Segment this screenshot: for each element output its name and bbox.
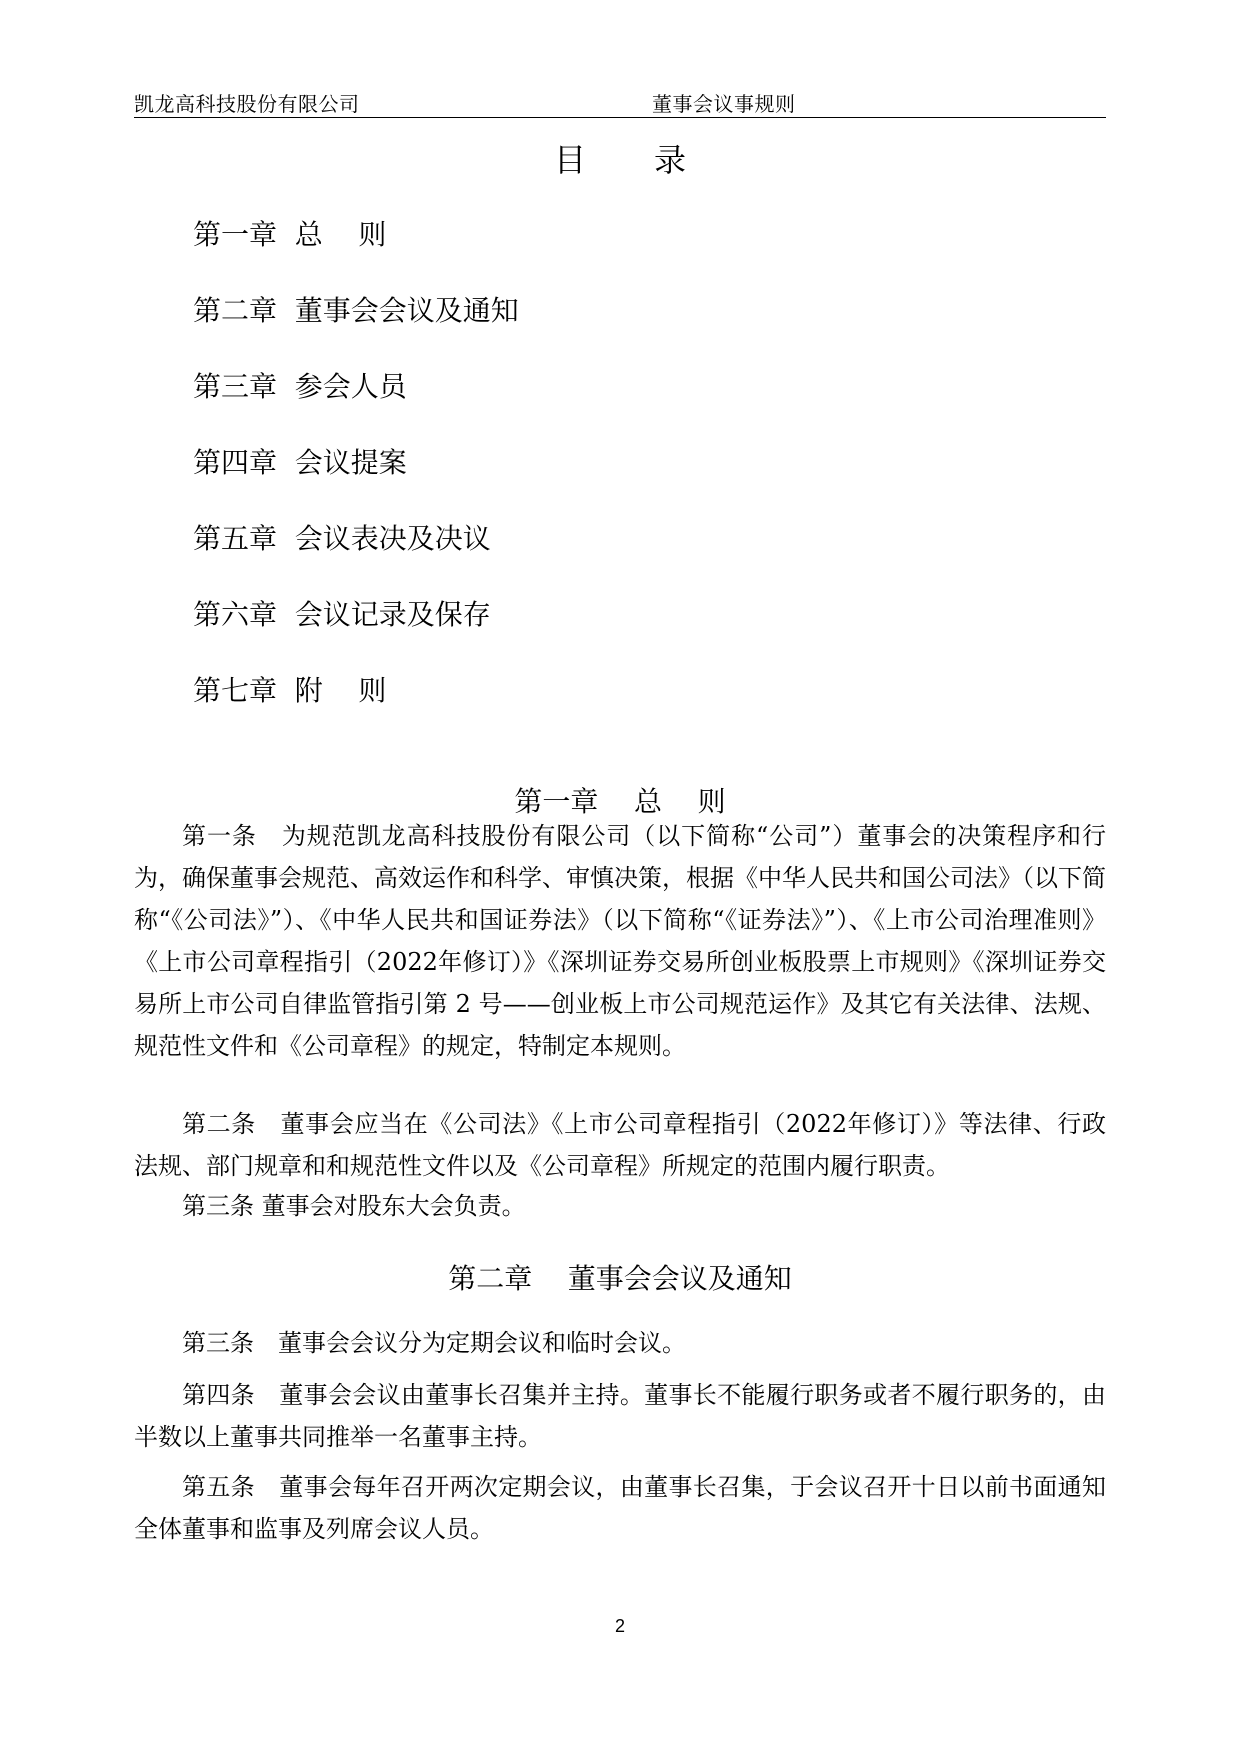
toc-item-chapter-4: 第四章 会议提案 <box>193 446 407 479</box>
toc-item-chapter-5: 第五章 会议表决及决议 <box>193 522 491 555</box>
toc-title-right: 录 <box>654 141 687 179</box>
toc-item-chapter-2: 第二章 董事会会议及通知 <box>193 294 519 327</box>
chapter-1-heading: 第一章 总 则 <box>514 785 726 818</box>
toc-item-chapter-1: 第一章 总 则 <box>193 218 387 251</box>
article-5: 第五条 董事会每年召开两次定期会议，由董事长召集，于会议召开十日以前书面通知全体董事和监事及列席会议人员。 <box>134 1473 1106 1543</box>
article-4: 第四条 董事会会议由董事长召集并主持。董事长不能履行职务或者不履行职务的，由半数以上董事共同推举一名董事主持。 <box>134 1381 1106 1451</box>
toc-title <box>0 140 1240 180</box>
article-1: 第一条 为规范凯龙高科技股份有限公司（以下简称“公司”）董事会的决策程序和行为，确保董事会规范、高效运作和科学、审慎决策，根据《中华人民共和国公司法》（以下简称“《公司法》”）、《中华人民共和国证券法》（以下简称“《证券法》”）、《上市公司治理准则》《上市公司章程指引（2022年修订）》《深圳证券交易所创业板股票上市规则》《深圳证券交易所上市公司自律监管指引第 2 号——创业板上市公司规范运作》及其它有关法律、法规、规范性文件和《公司章程》的规定，特制定本规则。 <box>134 822 1106 1060</box>
header-company: 凯龙高科技股份有限公司 <box>134 92 360 116</box>
header-document-title: 董事会议事规则 <box>652 92 796 116</box>
page-number: 2 <box>614 1616 625 1636</box>
toc-title-left: 目 <box>553 141 586 179</box>
header-divider <box>134 117 1106 118</box>
toc-item-chapter-7: 第七章 附 则 <box>193 674 387 707</box>
chapter-2-heading: 第二章 董事会会议及通知 <box>448 1262 792 1295</box>
toc-item-chapter-3: 第三章 参会人员 <box>193 370 407 403</box>
article-3: 第三条 董事会对股东大会负责。 <box>182 1192 526 1220</box>
article-3-ch2: 第三条 董事会会议分为定期会议和临时会议。 <box>182 1329 686 1357</box>
article-2: 第二条 董事会应当在《公司法》《上市公司章程指引（2022年修订）》等法律、行政法规、部门规章和和规范性文件以及《公司章程》所规定的范围内履行职责。 <box>134 1110 1106 1180</box>
toc-item-chapter-6: 第六章 会议记录及保存 <box>193 598 491 631</box>
